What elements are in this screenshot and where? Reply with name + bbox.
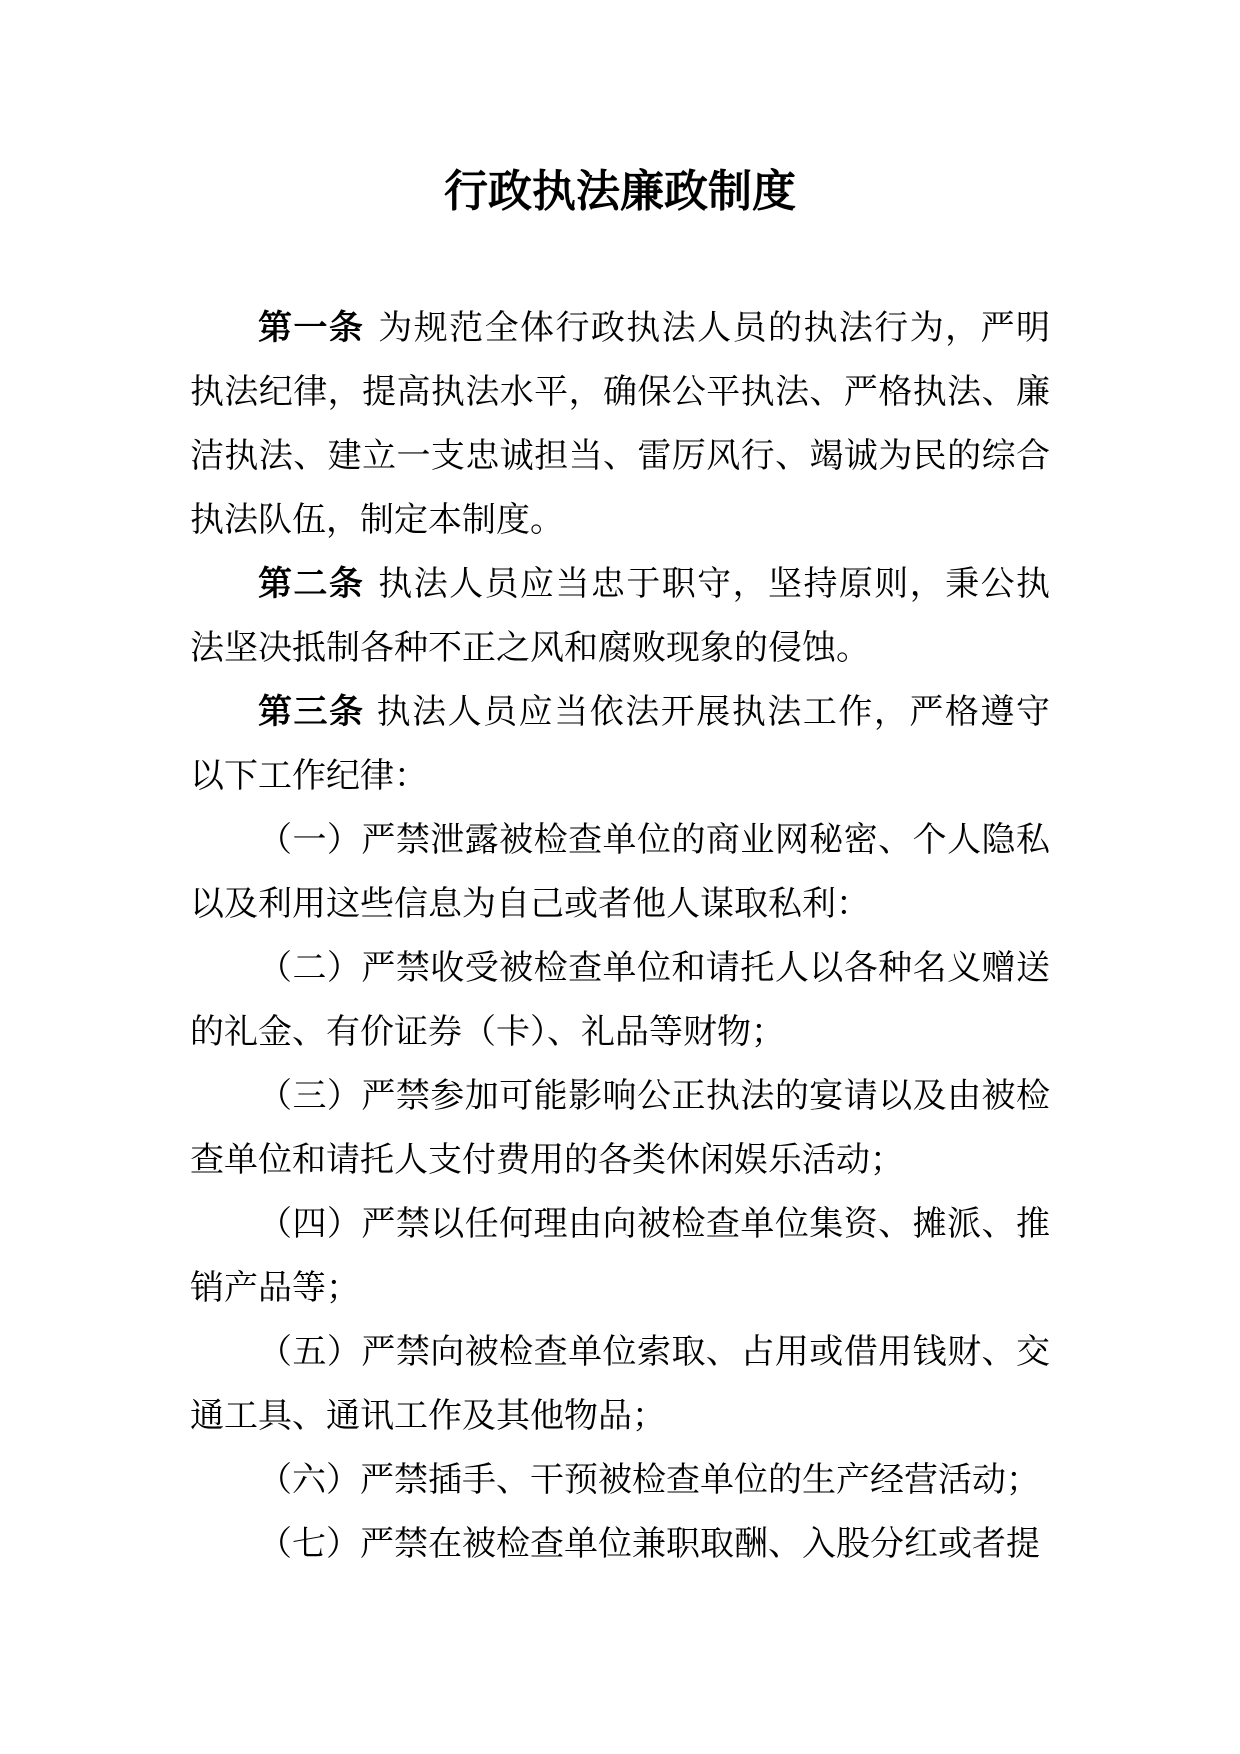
rule-item-2: （二）严禁收受被检查单位和请托人以各种名义赠送的礼金、有价证券（卡）、礼品等财物； xyxy=(190,948,1050,1052)
article-2 xyxy=(190,552,1050,680)
article-1-text: 为规范全体行政执法人员的执法行为，严明执法纪律，提高执法水平，确保公平执法、严格执法、廉洁执法、建立一支忠诚担当、雷厉风行、竭诚为民的综合执法队伍，制定本制度。 xyxy=(190,308,1051,540)
rule-item-5: （五）严禁向被检查单位索取、占用或借用钱财、交通工具、通讯工作及其他物品； xyxy=(190,1332,1050,1436)
document-body xyxy=(190,296,1050,1576)
article-3-label: 第三条 xyxy=(258,692,365,732)
article-3 xyxy=(190,680,1050,808)
article-3-text: 执法人员应当依法开展执法工作，严格遵守以下工作纪律： xyxy=(190,692,1051,796)
article-1 xyxy=(190,296,1050,552)
rule-item-7: （七）严禁在被检查单位兼职取酬、入股分红或者提 xyxy=(258,1524,1040,1564)
rule-item-4: （四）严禁以任何理由向被检查单位集资、摊派、推销产品等； xyxy=(190,1204,1050,1308)
rule-item-3: （三）严禁参加可能影响公正执法的宴请以及由被检查单位和请托人支付费用的各类休闲娱乐活动； xyxy=(190,1076,1050,1180)
rule-item-1: （一）严禁泄露被检查单位的商业网秘密、个人隐私以及利用这些信息为自己或者他人谋取私利： xyxy=(190,820,1050,924)
article-2-label: 第二条 xyxy=(258,564,365,604)
article-2-text: 执法人员应当忠于职守，坚持原则，秉公执法坚决抵制各种不正之风和腐败现象的侵蚀。 xyxy=(190,564,1051,668)
rule-item-6: （六）严禁插手、干预被检查单位的生产经营活动； xyxy=(258,1460,1040,1500)
document-title: 行政执法廉政制度 xyxy=(444,166,796,217)
article-1-label: 第一条 xyxy=(258,308,365,348)
